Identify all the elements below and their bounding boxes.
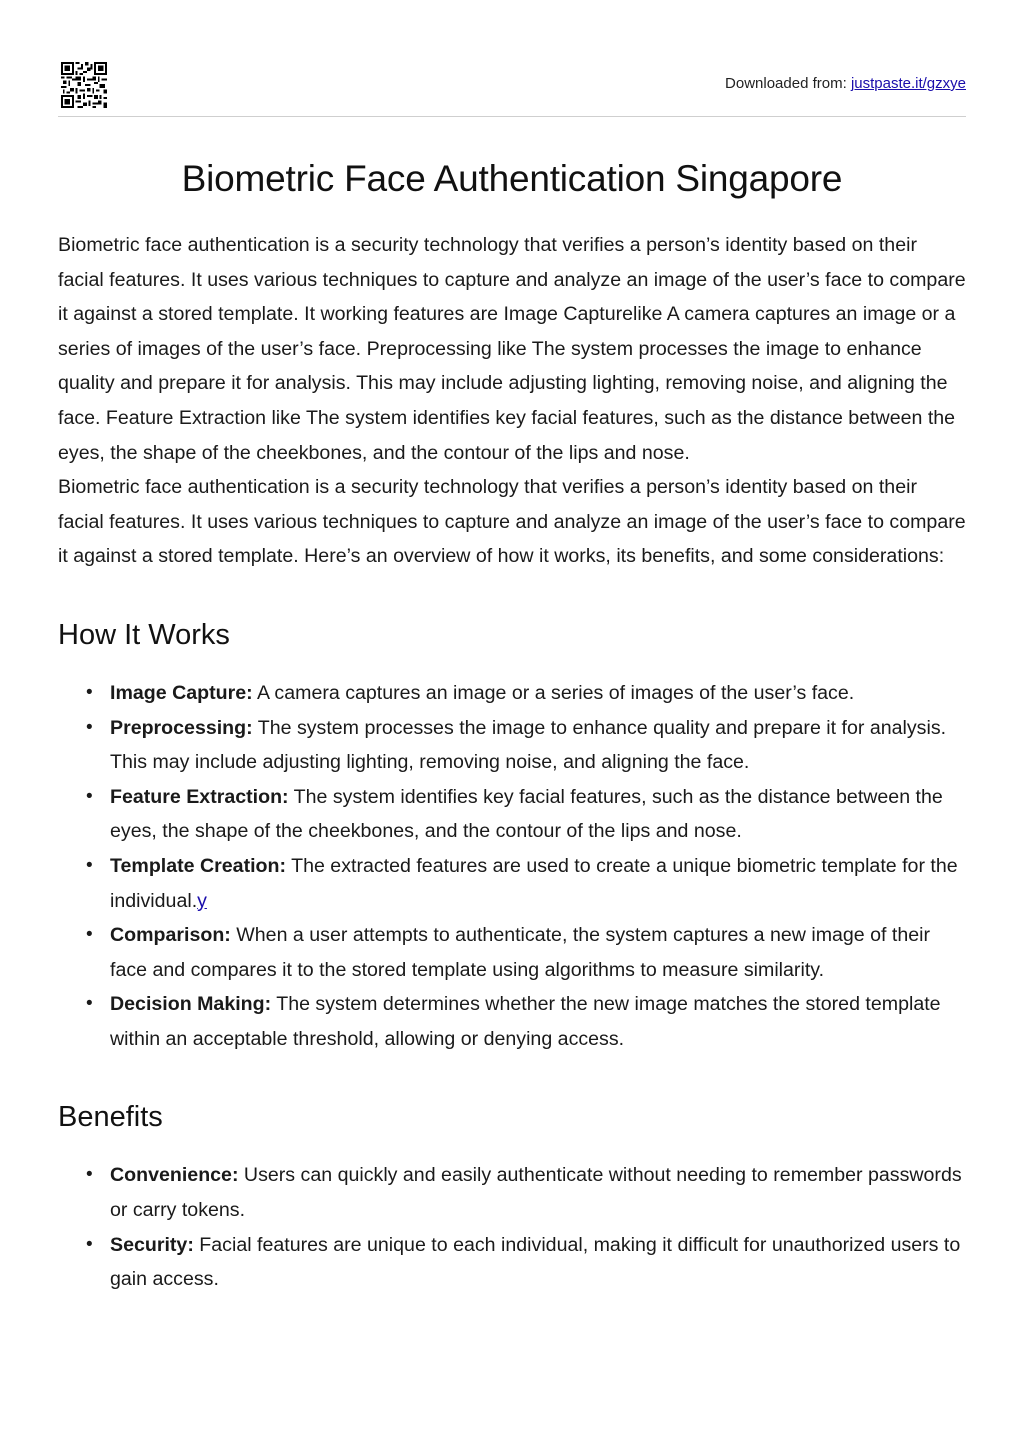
item-text: The system identifies key facial features, such as the distance between the eyes, the shape of the cheekbones, and the contour of the lips and nose.	[110, 785, 943, 843]
item-term: Template Creation:	[110, 854, 287, 877]
item-text: The extracted features are used to create a unique biometric template for the individual.	[110, 854, 958, 912]
qr-code-icon	[61, 62, 107, 108]
list-item	[58, 849, 968, 918]
bullet-icon: •	[86, 854, 93, 876]
list-item	[58, 987, 968, 1056]
list-item	[58, 676, 968, 711]
benefits-list	[58, 1158, 968, 1296]
bullet-icon: •	[86, 1233, 93, 1255]
bullet-icon: •	[86, 785, 93, 807]
download-source	[725, 75, 966, 92]
item-text: The system determines whether the new image matches the stored template within an acceptable threshold, allowing or denying access.	[110, 993, 941, 1050]
list-item	[58, 1228, 968, 1297]
source-link[interactable]: justpaste.it/gzxye	[850, 75, 966, 92]
item-term: Decision Making:	[110, 993, 272, 1016]
bullet-icon: •	[86, 924, 93, 946]
bullet-icon: •	[86, 681, 93, 703]
list-item	[58, 1158, 968, 1227]
item-term: Feature Extraction:	[110, 785, 289, 808]
item-term: Security:	[110, 1233, 194, 1256]
article-body	[58, 228, 968, 1297]
item-term: Image Capture:	[110, 681, 253, 704]
benefits-heading: Benefits	[58, 1101, 163, 1134]
bullet-icon: •	[86, 716, 93, 738]
bullet-icon: •	[86, 993, 93, 1015]
page-title: Biometric Face Authentication Singapore	[181, 158, 843, 199]
item-term: Convenience:	[110, 1164, 239, 1187]
item-text: Users can quickly and easily authenticate without needing to remember passwords or carry tokens.	[110, 1164, 962, 1222]
how-it-works-list	[58, 676, 968, 1057]
how-it-works-heading: How It Works	[58, 618, 230, 651]
list-item	[58, 711, 968, 780]
bullet-icon: •	[86, 1164, 93, 1186]
item-term: Comparison:	[110, 924, 231, 947]
item-text: The system processes the image to enhance quality and prepare it for analysis. This may include adjusting lighting, removing noise, and aligning the face.	[110, 716, 947, 774]
intro-paragraph-1: Biometric face authentication is a security technology that verifies a person’s identity based on their facial features. It uses various techniques to capture and analyze an image of the user’s face to compare it against a stored template. It working features are Image Capturelike A camera captures an image or a series of images of the user’s face. Preprocessing like The system processes the image to enhance quality and prepare it for analysis. This may include adjusting lighting, removing noise, and aligning the face. Feature Extraction like The system identifies key facial features, such as the distance between the eyes, the shape of the cheekbones, and the contour of the lips and nose.	[58, 234, 966, 464]
downloaded-label: Downloaded from:	[725, 75, 847, 92]
item-term: Preprocessing:	[110, 716, 253, 739]
item-text: When a user attempts to authenticate, the system captures a new image of their face and compares it to the stored template using algorithms to measure similarity.	[110, 924, 931, 981]
item-text: Facial features are unique to each individual, making it difficult for unauthorized users to gain access.	[110, 1233, 961, 1291]
list-item	[58, 918, 968, 987]
list-item	[58, 780, 968, 849]
intro-paragraph-2: Biometric face authentication is a security technology that verifies a person’s identity based on their facial features. It uses various techniques to capture and analyze an image of the user’s face to compare it against a stored template. Here’s an overview of how it works, its benefits, and some considerations:	[58, 476, 966, 568]
inline-link[interactable]: y	[197, 889, 207, 912]
page-header	[58, 60, 966, 117]
item-text: A camera captures an image or a series of images of the user’s face.	[252, 681, 855, 704]
